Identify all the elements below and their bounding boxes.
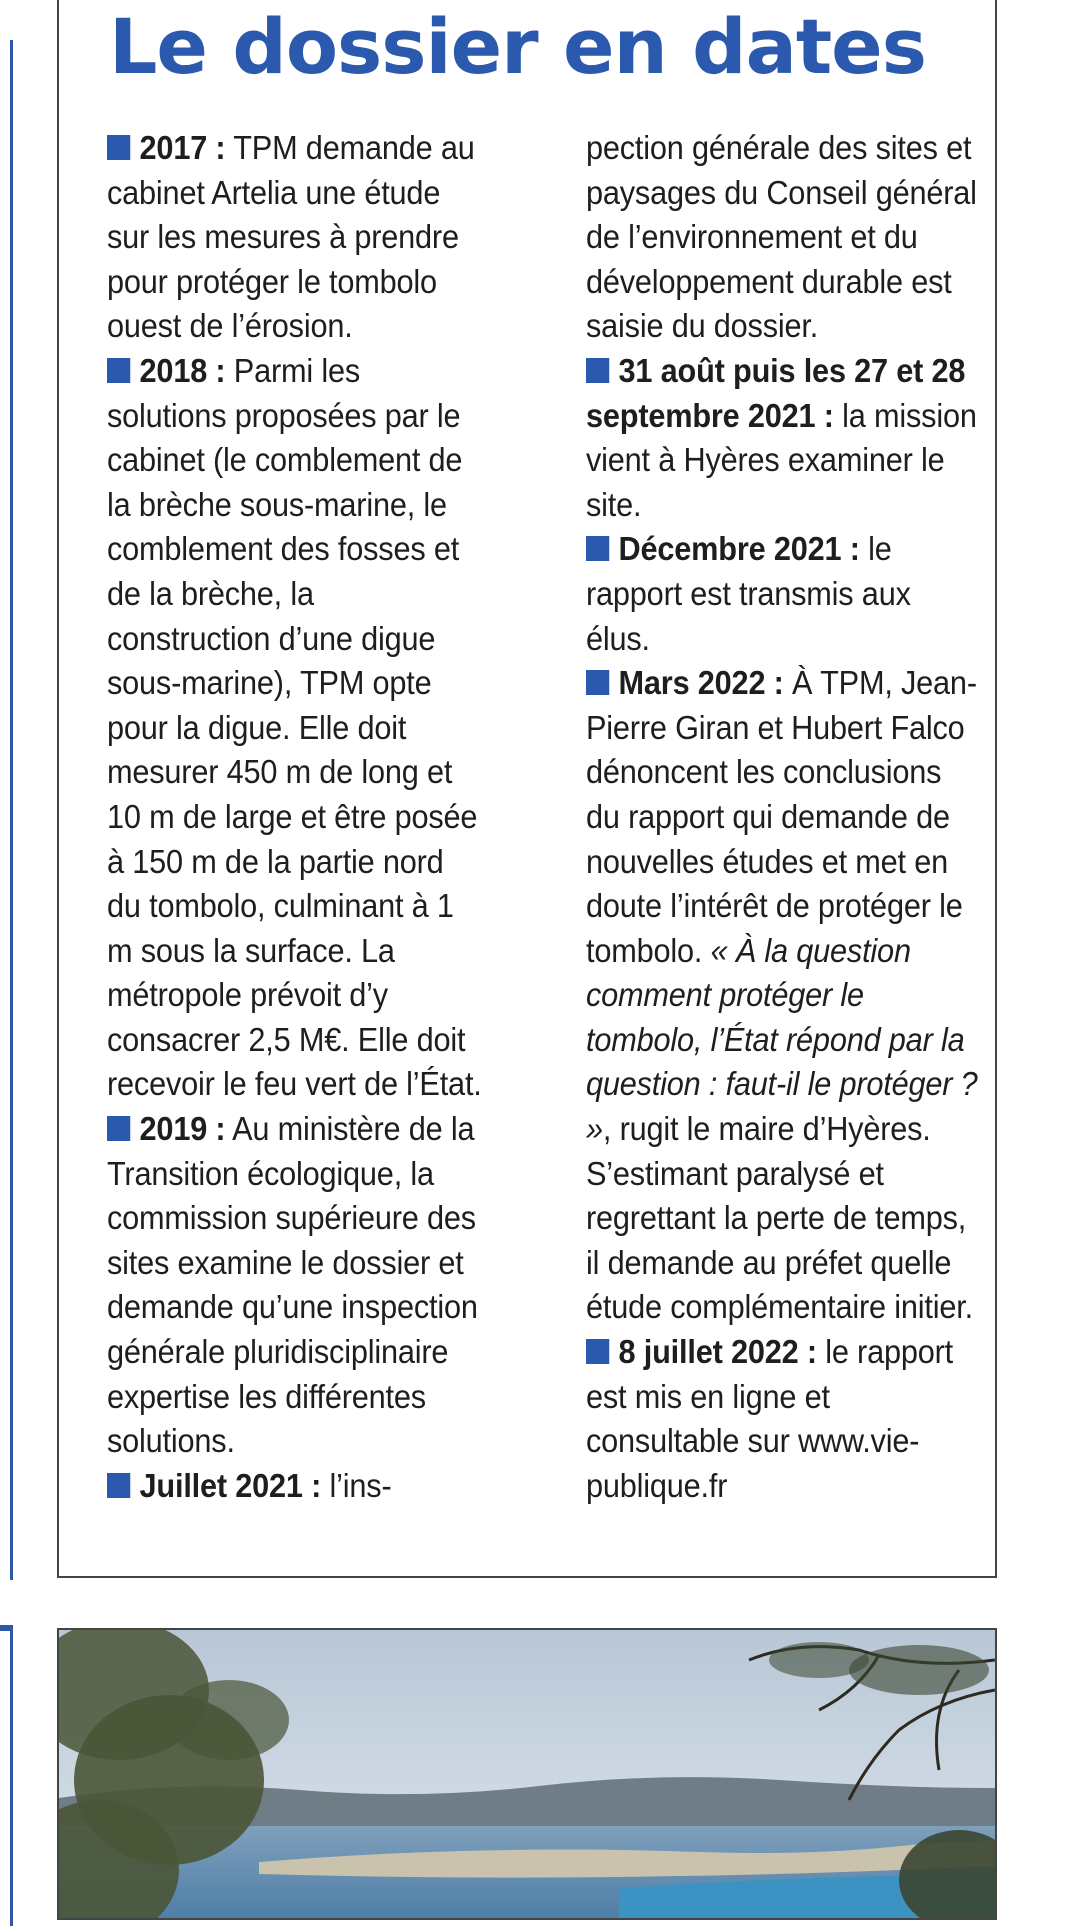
entry-date: Juillet 2021 :	[139, 1466, 322, 1504]
entry-quote: « À la question comment protéger le tombolo, l’État répond par la question : faut-il le protéger ? »	[586, 931, 978, 1148]
entry-text: la mission vient à Hyères examiner le site.	[586, 396, 977, 523]
box-title: Le dossier en dates	[109, 2, 926, 91]
entry-juillet-2021-start	[107, 1464, 484, 1509]
square-bullet-icon	[586, 1339, 609, 1364]
entry-text: le rapport est mis en ligne et consultable sur www.vie-publique.fr	[586, 1333, 954, 1504]
entry-decembre-2021	[586, 527, 981, 661]
entry-juillet-2022	[586, 1330, 981, 1508]
square-bullet-icon	[107, 135, 130, 160]
left-column-edge	[0, 40, 13, 1580]
square-bullet-icon	[586, 670, 609, 695]
entry-2018	[107, 349, 484, 1107]
entry-text-start: l’ins-	[321, 1466, 392, 1504]
left-column-edge-lower	[0, 1625, 13, 1926]
entry-text: Au ministère de la Transition écologique, la commission supérieure des sites examine le dossier et demande qu’une inspection générale pluridisciplinaire expertise les différentes solutions.	[107, 1110, 478, 1460]
entry-text: Parmi les solutions proposées par le cabinet (le comblement de la brèche sous-marine, le comblement des fosses et de la brèche, la construction d’une digue sous-marine), TPM opte pour la digue. Elle doit mesurer 450 m de long et 10 m de large et être posée à 150 m de la partie nord du tombolo, culminant à 1 m sous la surface. La métropole prévoit d’y consacrer 2,5 M€. Elle doit recevoir le feu vert de l’État.	[107, 351, 482, 1103]
entry-date: 2017 :	[139, 129, 226, 166]
entry-date: Décembre 2021 :	[618, 530, 860, 568]
landscape-photo-illustration	[59, 1630, 995, 1918]
entry-text: À TPM, Jean-Pierre Giran et Hubert Falco dénoncent les conclusions du rapport qui demande de nouvelles études et met en doute l’intérêt de protéger le tombolo.	[586, 664, 977, 969]
entry-date: 2019 :	[139, 1110, 226, 1148]
entry-date: 2018 :	[139, 351, 226, 389]
timeline-box	[57, 0, 997, 1578]
entry-text: le rapport est transmis aux élus.	[586, 530, 911, 657]
square-bullet-icon	[107, 1116, 130, 1141]
text-column-right	[586, 126, 981, 1508]
entry-date: 8 juillet 2022 :	[618, 1333, 817, 1371]
square-bullet-icon	[586, 536, 609, 561]
entry-text-continued: pection générale des sites et paysages du Conseil général de l’environnement et du développement durable est saisie du dossier.	[586, 129, 977, 345]
landscape-photo	[57, 1628, 997, 1920]
entry-text: TPM demande au cabinet Artelia une étude sur les mesures à prendre pour protéger le tombolo ouest de l’érosion.	[107, 129, 475, 345]
entry-juillet-2021-continued	[586, 126, 981, 349]
square-bullet-icon	[107, 358, 130, 383]
text-column-left	[107, 126, 484, 1508]
entry-2019	[107, 1107, 484, 1464]
entry-mars-2022	[586, 661, 981, 1330]
entry-text-end: , rugit le maire d’Hyères. S’estimant paralysé et regrettant la perte de temps, il demande au préfet quelle étude complémentaire initier.	[586, 1110, 973, 1326]
square-bullet-icon	[107, 1473, 130, 1498]
entry-2017	[107, 126, 484, 349]
entry-aout-septembre-2021	[586, 349, 981, 527]
entry-date: 31 août puis les 27 et 28 septembre 2021 :	[586, 351, 966, 434]
square-bullet-icon	[586, 358, 609, 383]
entry-date: Mars 2022 :	[618, 664, 784, 702]
